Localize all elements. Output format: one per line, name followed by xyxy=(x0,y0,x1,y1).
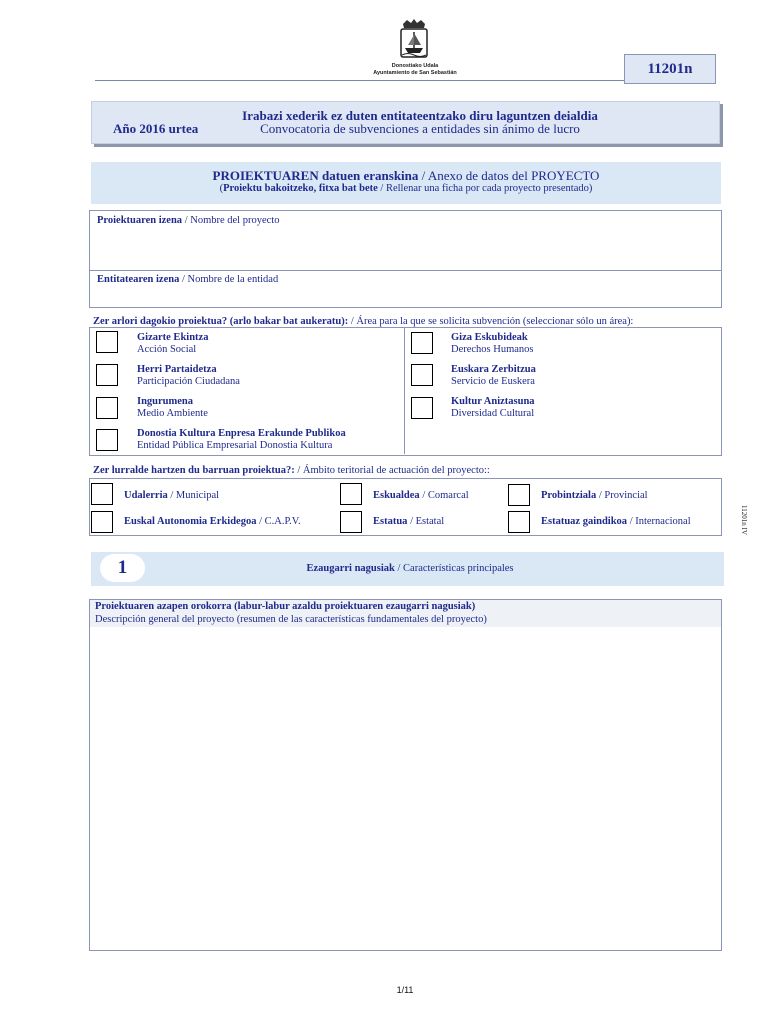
option-euskal-autonomia-es: C.A.P.V. xyxy=(264,516,301,527)
entity-name-label-es: Nombre de la entidad xyxy=(187,274,279,285)
option-estatua: Estatua / Estatal xyxy=(373,516,445,527)
option-gizarte-ekintza-es: Acción Social xyxy=(137,344,197,355)
section-title-eu: Ezaugarri nagusiak xyxy=(306,563,395,574)
option-giza-eskubideak-eu: Giza Eskubideak xyxy=(451,332,528,343)
option-probintziala-eu: Probintziala xyxy=(541,490,597,501)
annex-subtitle-es: Rellenar una ficha por cada proyecto presentado xyxy=(385,183,589,194)
checkbox-gizarte-ekintza[interactable] xyxy=(96,331,118,353)
option-euskara-zerbitzua-es: Servicio de Euskera xyxy=(451,376,535,387)
checkbox-kultur-aniztasuna[interactable] xyxy=(411,397,433,419)
entity-name-label: Entitatearen izena / Nombre de la entidad xyxy=(97,274,279,285)
checkbox-donostia-kultura[interactable] xyxy=(96,429,118,451)
checkbox-eskualdea[interactable] xyxy=(340,483,362,505)
checkbox-herri-partaidetza[interactable] xyxy=(96,364,118,386)
scope-question: Zer lurralde hartzen du barruan proiektua?: / Ámbito teritorial de actuación del proyecto:: xyxy=(93,465,490,476)
logo-caption-line2: Ayuntamiento de San Sebastián xyxy=(373,70,457,76)
section-number: 1 xyxy=(100,554,145,582)
option-eskualdea: Eskualdea / Comarcal xyxy=(373,490,469,501)
logo-caption xyxy=(360,63,470,77)
description-label-eu: Proiektuaren azapen orokorra (labur-labur azaldu proiektuaren ezaugarri nagusiak) xyxy=(95,601,476,612)
checkbox-euskara-zerbitzua[interactable] xyxy=(411,364,433,386)
option-estatuaz-gaindikoa-es: Internacional xyxy=(635,516,691,527)
option-estatua-es: Estatal xyxy=(415,516,445,527)
project-description-field[interactable] xyxy=(89,599,722,951)
project-name-label: Proiektuaren izena / Nombre del proyecto xyxy=(97,215,280,226)
option-kultur-aniztasuna-eu: Kultur Aniztasuna xyxy=(451,396,535,407)
area-column-divider xyxy=(404,327,405,454)
year-label: Año 2016 urtea xyxy=(113,121,199,136)
option-udalerria: Udalerria / Municipal xyxy=(124,490,220,501)
option-estatuaz-gaindikoa: Estatuaz gaindikoa / Internacional xyxy=(541,516,691,527)
option-eskualdea-eu: Eskualdea xyxy=(373,490,420,501)
entity-name-label-eu: Entitatearen izena xyxy=(97,274,180,285)
scope-options-box xyxy=(89,478,722,536)
option-ingurumena-eu: Ingurumena xyxy=(137,396,194,407)
checkbox-probintziala[interactable] xyxy=(508,484,530,506)
checkbox-udalerria[interactable] xyxy=(91,483,113,505)
option-herri-partaidetza-eu: Herri Partaidetza xyxy=(137,364,217,375)
description-label-es: Descripción general del proyecto (resumen de las características fundamentales del proyecto) xyxy=(95,614,487,625)
area-question: Zer arlori dagokio proiektua? (arlo bakar bat aukeratu): / Área para la que se solicita subvención (seleccionar sólo un área): xyxy=(93,316,634,327)
option-udalerria-eu: Udalerria xyxy=(124,490,168,501)
option-estatuaz-gaindikoa-eu: Estatuaz gaindikoa xyxy=(541,516,628,527)
annex-subtitle-eu: Proiektu bakoitzeko, fitxa bat bete xyxy=(223,183,378,194)
option-kultur-aniztasuna-es: Diversidad Cultural xyxy=(451,408,535,419)
annex-title-eu: PROIEKTUAREN datuen eranskina xyxy=(212,168,419,183)
option-udalerria-es: Municipal xyxy=(175,490,220,501)
option-eskualdea-es: Comarcal xyxy=(427,490,469,501)
area-question-es: Área para la que se solicita subvención (seleccionar sólo un área): xyxy=(356,316,634,327)
option-donostia-kultura-es: Entidad Pública Empresarial Donostia Kultura xyxy=(137,440,333,451)
side-form-code: 11201n IV xyxy=(740,505,748,535)
section-title-es: Características principales xyxy=(403,563,514,574)
annex-subtitle: (Proiektu bakoitzeko, fitxa bat bete / Rellenar una ficha por cada proyecto presentado) xyxy=(219,183,593,194)
option-gizarte-ekintza-eu: Gizarte Ekintza xyxy=(137,332,209,343)
option-donostia-kultura-eu: Donostia Kultura Enpresa Erakunde Publikoa xyxy=(137,428,346,439)
call-title-es: Convocatoria de subvenciones a entidades sin ánimo de lucro xyxy=(260,121,580,136)
option-estatua-eu: Estatua xyxy=(373,516,408,527)
form-code: 11201n xyxy=(624,54,716,84)
annex-title-sep: / xyxy=(418,168,428,183)
option-probintziala-es: Provincial xyxy=(604,490,648,501)
scope-question-eu: Zer lurralde hartzen du barruan proiektua?: xyxy=(93,465,295,476)
option-euskal-autonomia-eu: Euskal Autonomia Erkidegoa xyxy=(124,516,257,527)
option-euskal-autonomia: Euskal Autonomia Erkidegoa / C.A.P.V. xyxy=(124,516,301,527)
header-rule xyxy=(95,80,625,81)
section-title: Ezaugarri nagusiak / Características principales xyxy=(306,563,514,574)
option-herri-partaidetza-es: Participación Ciudadana xyxy=(137,376,240,387)
entity-divider xyxy=(90,270,721,271)
scope-question-es: Ámbito teritorial de actuación del proyecto:: xyxy=(302,465,490,476)
checkbox-giza-eskubideak[interactable] xyxy=(411,332,433,354)
checkbox-estatuaz-gaindikoa[interactable] xyxy=(508,511,530,533)
area-question-eu: Zer arlori dagokio proiektua? (arlo bakar bat aukeratu): xyxy=(93,316,349,327)
option-probintziala: Probintziala / Provincial xyxy=(541,490,648,501)
call-title-eu: Irabazi xederik ez duten entitateentzako diru laguntzen deialdia xyxy=(242,108,598,123)
project-name-label-eu: Proiektuaren izena xyxy=(97,215,183,226)
option-euskara-zerbitzua-eu: Euskara Zerbitzua xyxy=(451,364,536,375)
logo-caption-line1: Donostiako Udala xyxy=(391,63,439,69)
checkbox-euskal-autonomia[interactable] xyxy=(91,511,113,533)
project-name-label-es: Nombre del proyecto xyxy=(190,215,280,226)
checkbox-ingurumena[interactable] xyxy=(96,397,118,419)
annex-title xyxy=(91,168,721,184)
checkbox-estatua[interactable] xyxy=(340,511,362,533)
option-giza-eskubideak-es: Derechos Humanos xyxy=(451,344,534,355)
option-ingurumena-es: Medio Ambiente xyxy=(137,408,208,419)
city-coat-of-arms-logo xyxy=(393,18,435,62)
page-number: 1/11 xyxy=(396,985,414,995)
annex-title-es: Anexo de datos del PROYECTO xyxy=(427,168,600,183)
